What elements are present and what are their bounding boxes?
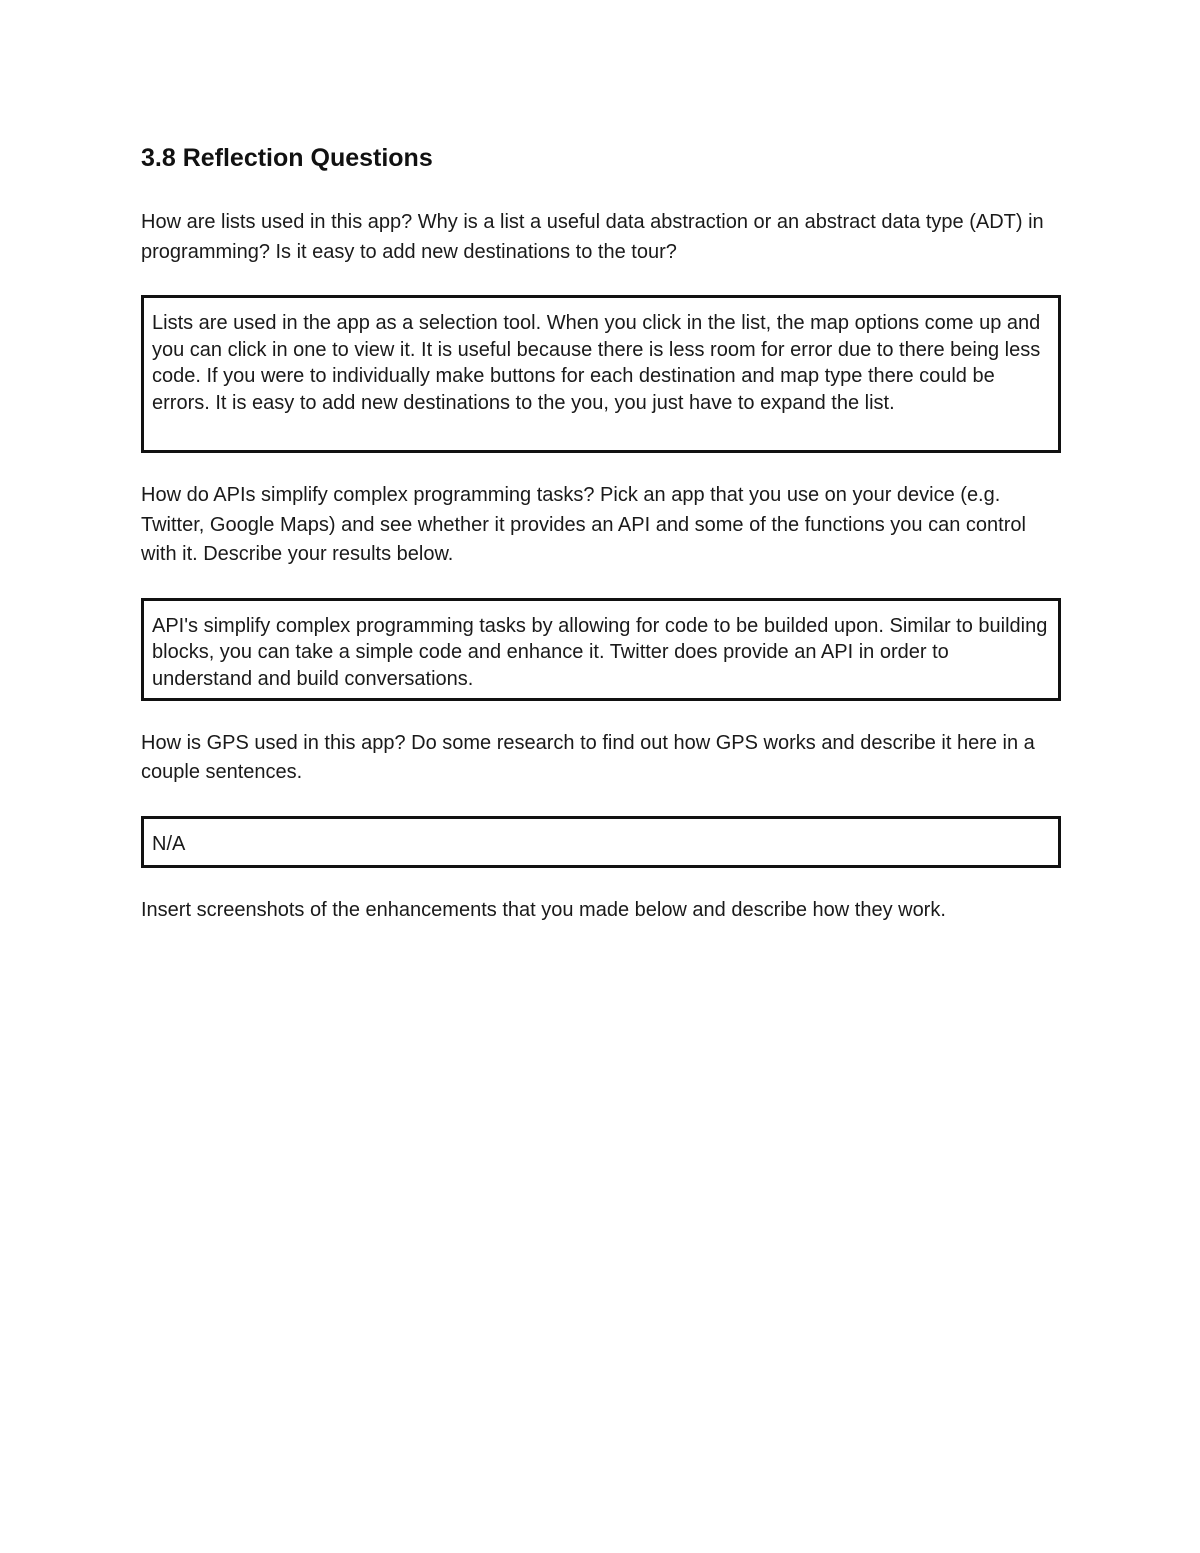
answer-box-gps[interactable]: N/A: [141, 816, 1061, 868]
question-apis: How do APIs simplify complex programming tasks? Pick an app that you use on your device (e.g. Twitter, Google Maps) and see whether it provides an API and some of the functions you can control with it. Describe your results below.: [141, 484, 1026, 565]
question-gps: How is GPS used in this app? Do some research to find out how GPS works and describe it here in a couple sentences.: [141, 731, 1035, 783]
answer-box-lists[interactable]: Lists are used in the app as a selection tool. When you click in the list, the map options come up and you can click in one to view it. It is useful because there is less room for error due to there being less code. If you were to individually make buttons for each destination and map type there could be errors. It is easy to add new destinations to the you, you just have to expand the list.: [141, 295, 1061, 453]
document-content: [141, 140, 1061, 925]
page-title: 3.8 Reflection Questions: [141, 144, 433, 172]
answer-box-apis[interactable]: API's simplify complex programming tasks by allowing for code to be builded upon. Similar to building blocks, you can take a simple code and enhance it. Twitter does provide an API in order to understand and build conversations.: [141, 598, 1061, 701]
closing-prompt: Insert screenshots of the enhancements that you made below and describe how they work.: [141, 898, 946, 921]
question-lists: How are lists used in this app? Why is a list a useful data abstraction or an abstract data type (ADT) in programming? Is it easy to add new destinations to the tour?: [141, 211, 1044, 263]
